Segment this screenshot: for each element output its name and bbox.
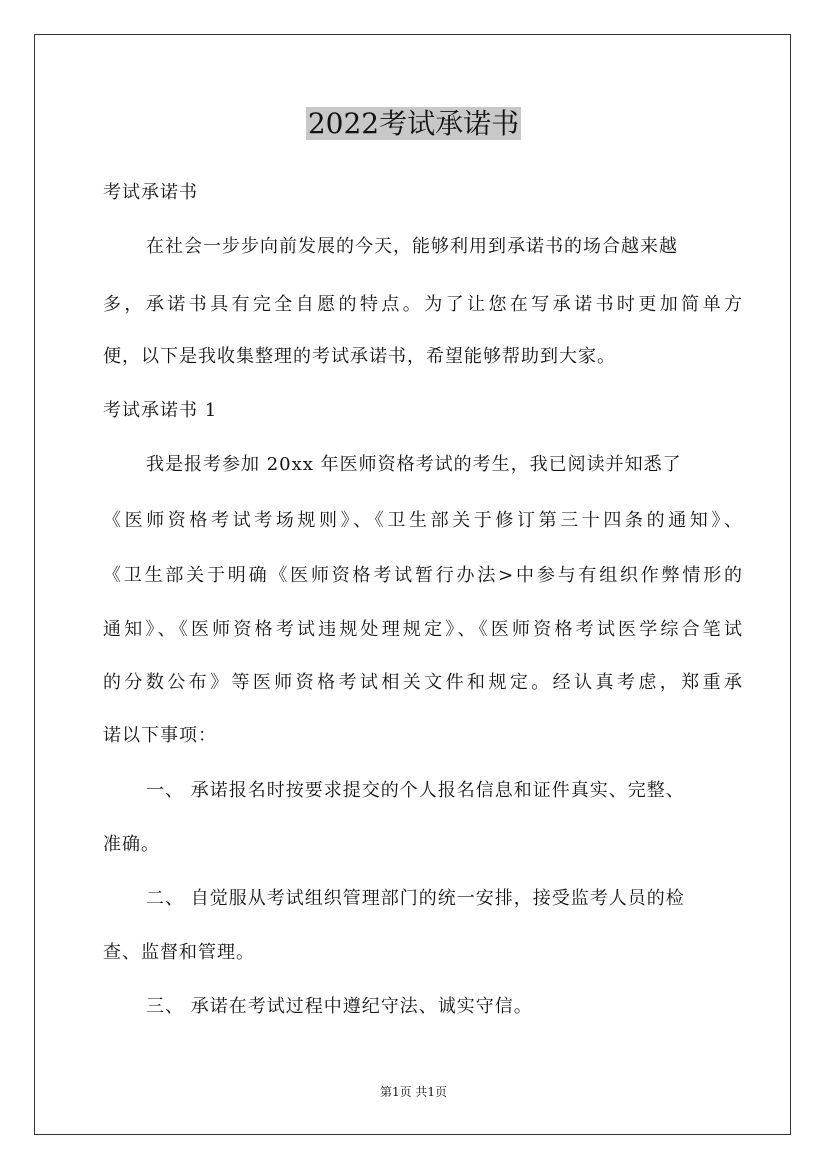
intro-line-2: 多，承诺书具有完全自愿的特点。为了让您在写承诺书时更加简单方: [103, 294, 743, 315]
body-line-1: 我是报考参加 20xx 年医师资格考试的考生，我已阅读并知悉了: [146, 454, 682, 475]
document-title: 2022考试承诺书: [307, 107, 520, 140]
page-footer: 第1页 共1页: [379, 1085, 448, 1099]
item-2-line-2: 查、监督和管理。: [103, 942, 255, 963]
item-3-line-1: 三、 承诺在考试过程中遵纪守法、诚实守信。: [146, 996, 533, 1017]
item-1-line-2: 准确。: [103, 834, 160, 855]
intro-line-1: 在社会一步步向前发展的今天，能够利用到承诺书的场合越来越: [146, 236, 678, 257]
intro-line-3: 便，以下是我收集整理的考试承诺书，希望能够帮助到大家。: [103, 346, 616, 367]
subtitle: 考试承诺书: [103, 182, 198, 203]
body-line-3: 《卫生部关于明确《医师资格考试暂行办法>中参与有组织作弊情形的: [103, 565, 743, 586]
body-line-2: 《医师资格考试考场规则》、《卫生部关于修订第三十四条的通知》、: [103, 510, 743, 531]
item-2-line-1: 二、 自觉服从考试组织管理部门的统一安排，接受监考人员的检: [146, 888, 685, 909]
body-line-4: 通知》、《医师资格考试违规处理规定》、《医师资格考试医学综合笔试: [103, 619, 743, 640]
body-line-6: 诺以下事项：: [103, 725, 217, 746]
body-line-5: 的分数公布》等医师资格考试相关文件和规定。经认真考虑，郑重承: [103, 672, 743, 693]
item-1-line-1: 一、 承诺报名时按要求提交的个人报名信息和证件真实、完整、: [146, 780, 685, 801]
section-heading: 考试承诺书 1: [103, 400, 218, 421]
